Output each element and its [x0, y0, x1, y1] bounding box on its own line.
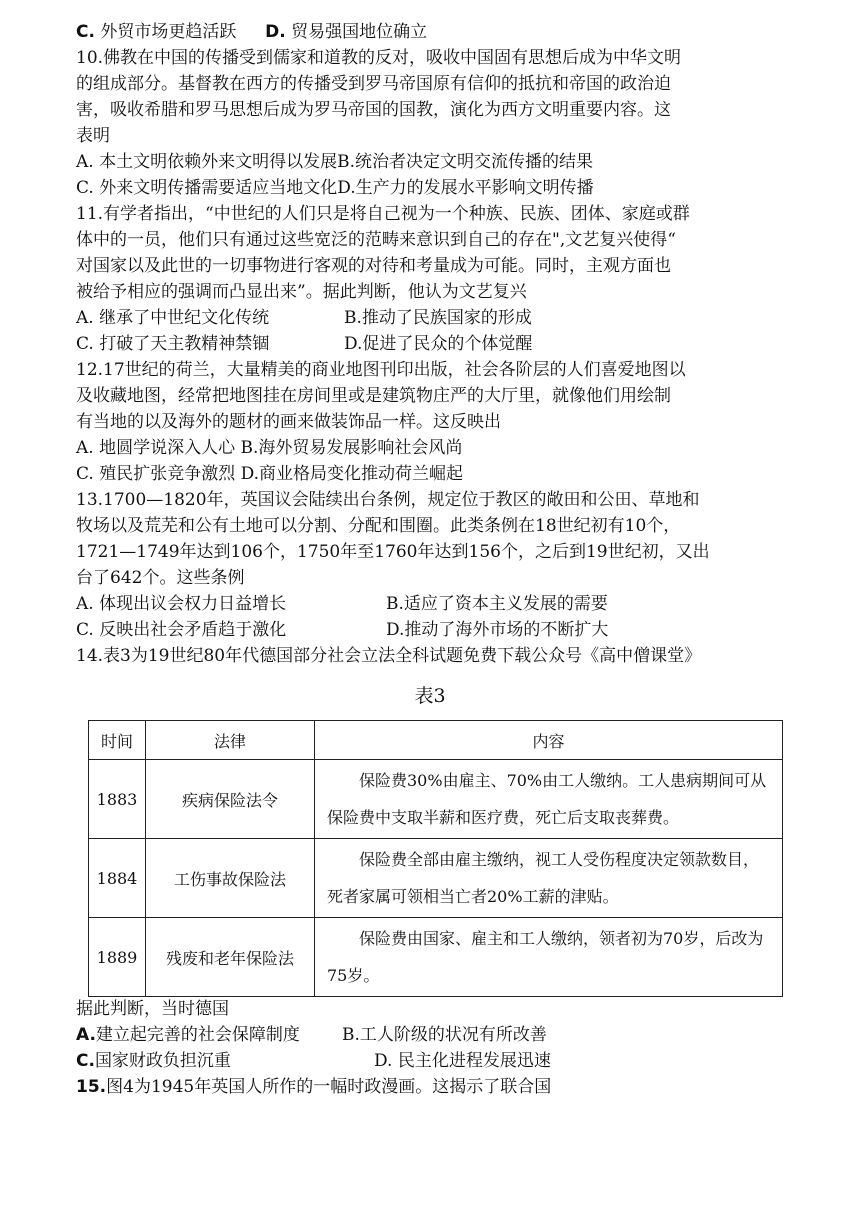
- q13-options-ab: [76, 591, 788, 617]
- q11-options-ab: [76, 305, 788, 331]
- q14-option-a-text: 建立起完善的社会保障制度: [95, 1025, 300, 1045]
- q13-option-c: C. 反映出社会矛盾趋于激化: [76, 620, 287, 640]
- row-year: 1889: [89, 918, 146, 997]
- row-year: 1884: [89, 839, 146, 918]
- q13-stem-line-1: 13.1700—1820年，英国议会陆续出台条例，规定位于教区的敞田和公田、草地和: [76, 490, 700, 510]
- q14-option-d: D. 民主化进程发展迅速: [374, 1051, 551, 1071]
- q13-option-b: B.适应了资本主义发展的需要: [386, 594, 608, 614]
- q13-options-cd: [76, 617, 788, 643]
- row-content: 保险费由国家、雇主和工人缴纳，领者初为70岁，后改为75岁。: [315, 918, 783, 997]
- q10-options-cd: C. 外来文明传播需要适应当地文化D.生产力的发展水平影响文明传播: [76, 178, 594, 198]
- q11-options-cd: [76, 331, 788, 357]
- q14-option-c-text: 国家财政负担沉重: [94, 1051, 231, 1071]
- q14-stem: 14.表3为19世纪80年代德国部分社会立法全科试题免费下载公众号《高中僧课堂》: [76, 646, 702, 666]
- q11-stem-line-1: 11.有学者指出，“中世纪的人们只是将自己视为一个种族、民族、团体、家庭或群: [76, 204, 690, 224]
- q12-stem-line-3: 有当地的以及海外的题材的画来做装饰品一样。这反映出: [76, 412, 501, 432]
- q9-option-c-label: C.: [76, 22, 95, 42]
- q14-options-cd: [76, 1048, 788, 1074]
- row-law: 疾病保险法令: [146, 760, 315, 839]
- q13-option-a: A. 体现出议会权力日益增长: [76, 594, 287, 614]
- q10-stem-line-3: 害，吸收希腊和罗马思想后成为罗马帝国的国教，演化为西方文明重要内容。这: [76, 100, 671, 120]
- q11-stem-line-3: 对国家以及此世的一切事物进行客观的对待和考量成为可能。同时，主观方面也: [76, 256, 671, 276]
- q13-stem-line-2: 牧场以及荒芜和公有土地可以分割、分配和围圈。此类条例在18世纪初有10个，: [76, 516, 681, 536]
- row-year: 1883: [89, 760, 146, 839]
- q14-option-c-label: C.: [76, 1051, 95, 1071]
- q15-stem: [76, 1074, 788, 1100]
- q9-option-d-label: D.: [265, 22, 286, 42]
- q12-options-cd: C. 殖民扩张竞争激烈 D.商业格局变化推动荷兰崛起: [76, 464, 464, 484]
- header-law: 法律: [146, 721, 315, 760]
- table-header-row: [89, 721, 783, 760]
- q10-stem-line-2: 的组成部分。基督教在西方的传播受到罗马帝国原有信仰的抵抗和帝国的政治迫: [76, 74, 671, 94]
- header-time: 时间: [89, 721, 146, 760]
- q14-option-a: [76, 1022, 300, 1048]
- q9-options-cd: [76, 19, 788, 45]
- row-content: 保险费30%由雇主、70%由工人缴纳。工人患病期间可从保险费中支取半薪和医疗费，死亡后支取丧葬费。: [315, 760, 783, 839]
- q11-option-d: D.促进了民众的个体觉醒: [344, 334, 533, 354]
- table-3-caption: 表3: [414, 685, 446, 707]
- table-row: [89, 839, 783, 918]
- q13-stem-line-3: 1721—1749年达到106个，1750年至1760年达到156个，之后到19世纪初，又出: [76, 542, 710, 562]
- q12-stem-line-2: 及收藏地图，经常把地图挂在房间里或是建筑物庄严的大厅里，就像他们用绘制: [76, 386, 671, 406]
- q11-stem-line-2: 体中的一员，他们只有通过这些宽泛的范畴来意识到自己的存在",文艺复兴使得“: [76, 230, 676, 250]
- q15-number: 15.: [76, 1077, 107, 1097]
- q9-option-c-text: 外贸市场更趋活跃: [100, 22, 237, 42]
- q11-option-b: B.推动了民族国家的形成: [344, 308, 532, 328]
- q11-stem-line-4: 被给予相应的强调而凸显出来”。据此判断，他认为文艺复兴: [76, 282, 527, 302]
- q13-stem-line-4: 台了642个。这些条例: [76, 568, 245, 588]
- q11-option-c: C. 打破了天主教精神禁锢: [76, 334, 270, 354]
- q12-options-ab: A. 地圆学说深入人心 B.海外贸易发展影响社会风尚: [76, 438, 463, 458]
- q15-text: 图4为1945年英国人所作的一幅时政漫画。这揭示了联合国: [106, 1077, 552, 1097]
- header-content: 内容: [315, 721, 783, 760]
- row-law: 残废和老年保险法: [146, 918, 315, 997]
- table-row: [89, 760, 783, 839]
- q14-option-c: [76, 1048, 231, 1074]
- q13-option-d: D.推动了海外市场的不断扩大: [386, 620, 609, 640]
- row-law: 工伤事故保险法: [146, 839, 315, 918]
- q14-options-ab: [76, 1022, 788, 1048]
- table-row: [89, 918, 783, 997]
- table-3: [88, 720, 783, 997]
- q9-option-d-text: 贸易强国地位确立: [291, 22, 428, 42]
- q14-after-table: 据此判断，当时德国: [76, 999, 229, 1019]
- q10-stem-line-4: 表明: [76, 126, 110, 146]
- q12-stem-line-1: 12.17世纪的荷兰，大量精美的商业地图刊印出版，社会各阶层的人们喜爱地图以: [76, 360, 686, 380]
- q14-option-a-label: A.: [76, 1025, 96, 1045]
- row-content: 保险费全部由雇主缴纳，视工人受伤程度决定领款数目，死者家属可领相当亡者20%工薪的津贴。: [315, 839, 783, 918]
- q11-option-a: A. 继承了中世纪文化传统: [76, 308, 270, 328]
- q14-option-b: B.工人阶级的状况有所改善: [342, 1025, 547, 1045]
- q10-stem-line-1: 10.佛教在中国的传播受到儒家和道教的反对，吸收中国固有思想后成为中华文明: [76, 48, 682, 68]
- q10-options-ab: A. 本土文明依赖外来文明得以发展B.统治者决定文明交流传播的结果: [76, 152, 593, 172]
